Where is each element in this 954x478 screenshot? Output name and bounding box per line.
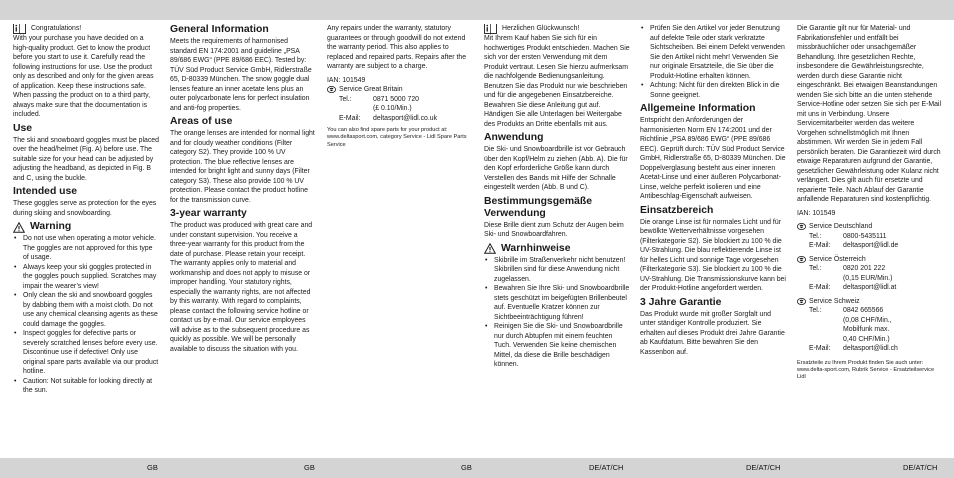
page-label-6: DE/AT/CH [903, 463, 938, 472]
tel-price: (0,15 EUR/Min.) [843, 274, 893, 282]
tel-number: 0800-5435111 [843, 232, 887, 240]
ian-number: IAN: 101549 [327, 76, 366, 84]
phone-icon [797, 256, 806, 263]
list-item: • Achtung: Nicht für den direkten Blick in die Sonne geeignet. [640, 81, 786, 100]
list-item: • Skibrille im Straßenverkehr nicht benutzen! Skibrillen sind für diese Anwendung nicht zugelassen. [484, 256, 630, 285]
ian-number-de: IAN: 101549 [797, 209, 836, 217]
email-label: E-Mail: [809, 284, 831, 291]
info-book-icon [484, 24, 497, 34]
list-item: • Do not use when operating a motor vehicle. The goggles are not approved for this type of usage. [13, 234, 159, 263]
email-address: deltasport@lidl.de [843, 242, 899, 249]
tel-number: 0871 5000 720 [373, 95, 419, 103]
intro-text: With your purchase you have decided on a high-quality product. Get to know the product before you start to use it. Carefully read the following instructions for use. Use the product only as described and only for the given areas of application. Keep these instructions safe. When passing the product on to a third party, always make sure that the documentation is included. [13, 35, 154, 118]
email-label: E-Mail: [809, 242, 831, 249]
warranty-heading: 3-year warranty [170, 208, 247, 219]
warnhinweise-heading-text: Warnhinweise [501, 242, 571, 254]
general-information-text: Meets the requirements of harmonised standard EN 174:2001 and guideline „PSA 89/686 EWG“ (PPE 89/686 EEC). Tested by: TÜV Süd Product Service GmbH, Ridlerstraße 65, D-80339 München. The snow goggle dual lenses feature an inner acetate lens plus an outer polycarbonate lens for perfect insulation and anti-fog properties. [170, 38, 312, 112]
list-item: • Only clean the ski and snowboard goggles by dabbing them with a moist cloth. Do not use any chemical cleansing agents as these could damage the goggles. [13, 291, 159, 329]
areas-of-use-text: The orange lenses are intended for normal light and for cloudy weather conditions (Filter category S2). They provide 100 % UV protection. The blue reflective lenses are intended for bright light and sunny days (Filter category S3). These also provide 100 % UV protection. Please contact the product hotline for the transmission curve. [170, 130, 315, 204]
service-at [797, 255, 943, 265]
spare-parts-note-de: Ersatzteile zu Ihrem Produkt finden Sie auch unter: www.delta-sport.com, Rubrik Service - Ersatzteilservice Lidl [797, 359, 935, 381]
warning-triangle-icon [13, 222, 25, 233]
column-1 [13, 24, 159, 454]
list-item: • Always keep your ski goggles protected in the goggles pouch supplied. Scratches may impair the wearer’s view! [13, 263, 159, 292]
service-de [797, 222, 943, 232]
warranty-text: The product was produced with great care and under constant supervision. You receive a three-year warranty for this product from the date of purchase. Please retain your receipt. The warranty applies only to material and workmanship and does not apply to misuse or improper handling. Your statutory rights, especially the warranty rights, are not affected by this warranty. With regard to complaints, please contact the following service hotline or contact us by e-mail. Our service employees will advise as to the subsequent procedure as quickly as possible. We will be personally available to discuss the situation with you. [170, 222, 313, 353]
tel-price: (0,08 CHF/Min., [843, 316, 892, 324]
service-ch [797, 297, 943, 307]
anwendung-text: Die Ski- und Snowboardbrille ist vor Gebrauch über den Kopf/Helm zu ziehen (Abb. A). Die für den Kopf erforderliche Größe kann durch Verstellen des Bands mit Hilfe der Schnalle eingestellt werden (Abb. B und C). [484, 146, 628, 191]
intro-title: Congratulations! [31, 25, 82, 32]
warranty-continued-text: Any repairs under the warranty, statutory guarantees or through goodwill do not extend the warranty period. This also applies to replaced and repaired parts. Repairs after the warranty are subject to a charge. [327, 25, 467, 70]
tel-number: 0820 201 222 [843, 265, 886, 272]
spare-parts-note: You can also find spare parts for your product at: www.deltasport.com, category Service - Lidl Spare Parts Service [327, 127, 467, 148]
page-label-1: GB [147, 463, 158, 472]
service-ch-name: Service Schweiz [809, 297, 860, 305]
anwendung-heading: Anwendung [484, 132, 544, 143]
tel-price: 0,40 CHF/Min.) [843, 335, 890, 343]
tel-label: Tel.: [339, 95, 352, 103]
phone-icon [797, 298, 806, 305]
use-heading: Use [13, 122, 33, 134]
phone-icon [797, 223, 806, 230]
allgemeine-information-heading: Allgemeine Information [640, 103, 756, 114]
intended-use-text: These goggles serve as protection for the eyes during skiing and snowboarding. [13, 200, 157, 217]
list-item: • Inspect goggles for defective parts or severely scratched lenses before every use. Discontinue use if defective! Only use original spare parts available via our product hotline. [13, 329, 159, 377]
einsatzbereich-heading: Einsatzbereich [640, 204, 714, 216]
list-item: • Caution: Not suitable for looking directly at the sun. [13, 377, 159, 396]
list-item: • Prüfen Sie den Artikel vor jeder Benutzung auf defekte Teile oder stark verkratzte Sichtscheiben. Bei einem Defekt verwenden Sie den Artikel nicht mehr! Verwenden Sie nur originale Ersatzteile, die Sie über die Produkt-Hotline erhalten können. [640, 24, 786, 81]
intro-text-de: Mit Ihrem Kauf haben Sie sich für ein hochwertiges Produkt entschieden. Machen Sie sich vor der ersten Verwendung mit dem Produkt vertraut. Lesen Sie hierzu aufmerksam die nachfolgende Bedienungsanleitung. Benutzen Sie das Produkt nur wie beschrieben und für die angegebenen Einsatzbereiche. Bewahren Sie diese Anleitung gut auf. Händigen Sie alle Unterlagen bei Weitergabe des Produkts an Dritte ebenfalls mit aus. [484, 35, 630, 128]
phone-icon [327, 86, 336, 93]
email-address: deltasport@lidl.ch [843, 345, 898, 352]
bestimmung-text: Diese Brille dient zum Schutz der Augen beim Ski- und Snowboardfahren. [484, 221, 624, 238]
general-information-heading: General Information [170, 24, 269, 35]
tel-label: Tel.: [809, 307, 822, 314]
page-label-3: GB [461, 463, 472, 472]
email-label: E-Mail: [809, 345, 831, 352]
service-de-name: Service Deutschland [809, 223, 873, 230]
email-label: E-Mail: [339, 114, 361, 122]
einsatzbereich-text: Die orange Linse ist für normales Licht und für bewölkte Wetterverhältnisse vorgesehen (Filterkategorie S2). Sie blockiert zu 100 % die UV-Strahlung. Die blau reflektierende Linse ist für helles Licht und sonnige Tage vorgesehen (Filterkategorie S3). Sie blockiert zu 100 % die UV-Strahlung. Die Transmissionskurve kann bei der Produkt-Hotline angefordert werden. [640, 218, 786, 292]
service-gb [327, 85, 473, 95]
page-label-2: GB [304, 463, 315, 472]
email-address: deltasport@lidl.at [843, 284, 897, 291]
list-item: • Bewahren Sie Ihre Ski- und Snowboardbrille stets geschützt im beigefügten Brillenbeutel auf. Eventuelle Kratzer können zur Sichtbeeinträchtigung führen! [484, 284, 630, 322]
areas-of-use-heading: Areas of use [170, 116, 233, 127]
allgemeine-information-text: Entspricht den Anforderungen der harmonisierten Norm EN 174:2001 und der Richtlinie „PSA 89/686 EWG“ (PPE 89/686 EEC). Geprüft durch: TÜV Süd Product Service GmbH, Ridlerstraße 65, D-80339 München. Die Doppelverglasung besteht aus einer inneren Acetat-Linse und einer äußeren Polycarbonat-Linse, welche perfekt isolieren und eine Antibeschlag-Eigenschaft aufweisen. [640, 117, 786, 200]
warnhinweise-heading [484, 243, 630, 255]
column-6 [797, 24, 943, 454]
bestimmung-heading: Bestimmungsgemäße Verwendung [484, 195, 592, 219]
column-2 [170, 24, 316, 454]
warnhinweise-list [484, 256, 630, 370]
use-text: The ski and snowboard goggles must be placed over the head/helmet (Fig. A) before use. The suitable size for your head can be adjusted by adjusting the headband, as depicted in Fig. B and C, using the buckle. [13, 136, 159, 182]
top-bar [0, 0, 954, 20]
tel-price: Mobilfunk max. [843, 326, 890, 333]
email-address: deltasport@lidl.co.uk [373, 114, 438, 122]
info-book-icon [13, 24, 26, 34]
column-4 [484, 24, 630, 454]
tel-price: (£ 0.10/Min.) [373, 105, 412, 112]
service-at-name: Service Österreich [809, 255, 866, 263]
list-item: • Reinigen Sie die Ski- und Snowboardbrille nur durch Abtupfen mit einem feuchten Tuch. Verwenden Sie keine chemischen Mittel, da diese die Brille beschädigen können. [484, 322, 630, 370]
warning-heading-text: Warning [30, 221, 72, 232]
tel-label: Tel.: [809, 232, 822, 240]
tel-number: 0842 665566 [843, 307, 884, 314]
column-3 [327, 24, 473, 454]
intended-use-heading: Intended use [13, 186, 78, 197]
intro-title-de: Herzlichen Glückwunsch! [502, 25, 580, 32]
garantie-continued-text: Die Garantie gilt nur für Material- und Fabrikationsfehler und entfällt bei missbräuchlicher oder unsachgemäßer Behandlung. Ihre gesetzlichen Rechte, insbesondere die Gewährleistungsrechte, werden durch diese Garantie nicht eingeschränkt. Bei etwaigen Beanstandungen wenden Sie sich bitte an die unten stehende Service-Hotline oder setzen Sie sich per E-Mail mit uns in Verbindung. Unsere Servicemitarbeiter werden das weitere Vorgehen schnellstmöglich mit Ihnen abstimmen. Wir werden Sie in jedem Fall persönlich beraten. Die Garantiezeit wird durch etwaige Reparaturen aufgrund der Garantie, gesetzlicher Gewährleistung oder Kulanz nicht verlängert. Dies gilt auch für ersetzte und reparierte Teile. Nach Ablauf der Garantie anfallende Reparaturen sind kostenpflichtig. [797, 25, 941, 203]
warnhinweise-list-continued [640, 24, 786, 100]
tel-label: Tel.: [809, 265, 822, 272]
service-gb-name: Service Great Britain [339, 86, 403, 93]
bottom-bar [0, 458, 954, 478]
page-label-4: DE/AT/CH [589, 463, 624, 472]
garantie-heading: 3 Jahre Garantie [640, 296, 722, 308]
warning-list [13, 234, 159, 396]
column-5 [640, 24, 786, 454]
warning-heading [13, 221, 159, 233]
warning-triangle-icon [484, 243, 496, 254]
garantie-text: Das Produkt wurde mit großer Sorgfalt und unter ständiger Kontrolle produziert. Sie erhalten auf dieses Produkt drei Jahre Garantie ab Kaufdatum. Bitte bewahren Sie den Kassenbon auf. [640, 310, 785, 356]
intro-line [13, 24, 159, 34]
intro-line-de [484, 24, 630, 34]
page-label-5: DE/AT/CH [746, 463, 781, 472]
